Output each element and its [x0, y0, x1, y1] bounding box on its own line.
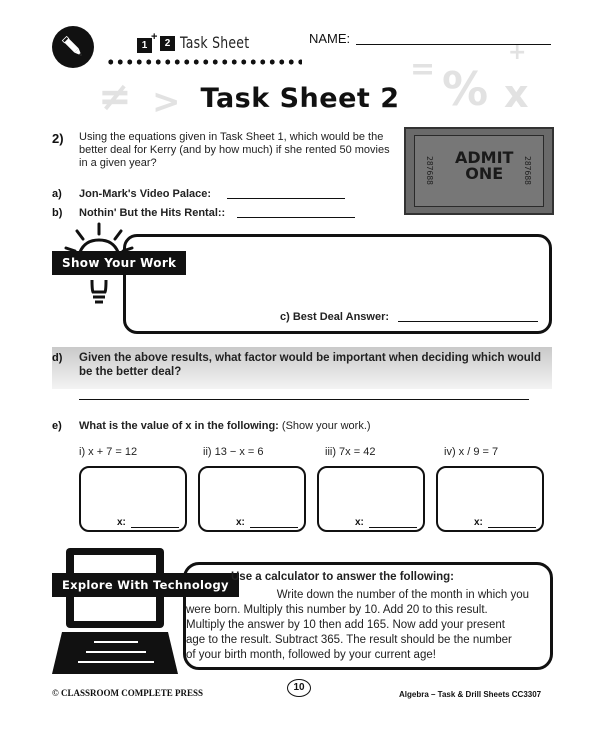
- publisher-credit: © CLASSROOM COMPLETE PRESS: [52, 688, 203, 698]
- equation-1: i) x + 7 = 12: [79, 446, 138, 458]
- best-deal-answer-line[interactable]: [398, 321, 538, 322]
- equation-2-work-box[interactable]: [198, 466, 306, 532]
- question-2a-label: Jon-Mark's Video Palace:: [79, 188, 212, 200]
- instruction-line-2: were born. Multiply this number by 10. Add 20 to this result.: [186, 604, 488, 616]
- plus-decor-icon: +: [508, 40, 527, 65]
- show-your-work-banner: Show Your Work: [52, 251, 186, 275]
- answer-2a-line[interactable]: [227, 198, 345, 199]
- sheet-series-label: Task Sheet: [180, 33, 250, 52]
- question-e-text: [79, 420, 371, 433]
- instruction-line-4: age to the result. Subtract 365. The result should be the number: [186, 634, 512, 646]
- question-d-text: Given the above results, what factor would be important when deciding which would be the better deal?: [79, 352, 541, 378]
- equation-2: ii) 13 − x = 6: [203, 446, 264, 458]
- equals-decor-icon: =: [410, 52, 436, 87]
- x-answer-line[interactable]: [488, 527, 536, 528]
- answer-2b-line[interactable]: [237, 217, 355, 218]
- x-answer-line[interactable]: [369, 527, 417, 528]
- x-label: x:: [355, 517, 364, 528]
- x-label: x:: [117, 517, 126, 528]
- greater-than-decor-icon: >: [152, 82, 181, 122]
- technology-heading: Use a calculator to answer the following:: [231, 571, 455, 583]
- dotted-divider: [106, 59, 302, 65]
- best-deal-answer-label: c) Best Deal Answer:: [280, 311, 390, 323]
- instruction-line-5: of your birth month, followed by your current age!: [186, 649, 436, 661]
- badge-plus: +: [151, 31, 158, 43]
- question-e-normal-text: (Show your work.): [281, 420, 371, 432]
- ticket-line-1: ADMIT: [455, 148, 514, 167]
- instruction-line-1: Write down the number of the month in which you: [276, 589, 529, 601]
- question-d-letter: d): [52, 352, 63, 364]
- laptop-icon: [52, 546, 180, 676]
- question-2a-letter: a): [52, 188, 62, 200]
- x-answer-line[interactable]: [250, 527, 298, 528]
- question-2b-letter: b): [52, 207, 63, 219]
- not-equal-decor-icon: ≠: [98, 74, 132, 120]
- badge-one: 1: [137, 38, 152, 53]
- question-e-bold-text: What is the value of x in the following:: [79, 420, 279, 432]
- x-label: x:: [236, 517, 245, 528]
- equation-4: iv) x / 9 = 7: [444, 446, 499, 458]
- explore-with-technology-banner: Explore With Technology: [52, 573, 239, 597]
- technology-instructions: [183, 588, 551, 663]
- equation-1-work-box[interactable]: [79, 466, 187, 532]
- equation-3-work-box[interactable]: [317, 466, 425, 532]
- question-2b-label: Nothin' But the Hits Rental::: [79, 207, 226, 219]
- x-answer-line[interactable]: [131, 527, 179, 528]
- percent-decor-icon: %: [442, 62, 489, 116]
- instruction-line-3: Multiply the answer by 10 then add 165. Now add your present: [186, 619, 505, 631]
- name-label: NAME:: [309, 31, 351, 46]
- equation-3: iii) 7x = 42: [325, 446, 376, 458]
- book-reference: Algebra – Task & Drill Sheets CC3307: [399, 690, 542, 699]
- page-title: Task Sheet 2: [200, 83, 400, 114]
- ticket-serial-right: 287688: [522, 156, 532, 185]
- question-2-text: Using the equations given in Task Sheet 1, which would be the better deal for Kerry (and by how much) if she rented 50 movies in a given year?: [79, 131, 390, 169]
- question-2-number: 2): [52, 131, 64, 146]
- x-label: x:: [474, 517, 483, 528]
- times-decor-icon: x: [504, 72, 529, 116]
- page-number: 10: [287, 679, 311, 697]
- ticket-line-2: ONE: [465, 164, 504, 183]
- equation-4-work-box[interactable]: [436, 466, 544, 532]
- question-e-letter: e): [52, 420, 62, 432]
- badge-two: 2: [160, 36, 175, 51]
- answer-d-line[interactable]: [79, 399, 529, 400]
- ticket-serial-left: 287688: [424, 156, 434, 185]
- pencil-logo-icon: [52, 26, 94, 68]
- admit-one-ticket-image: [404, 127, 554, 215]
